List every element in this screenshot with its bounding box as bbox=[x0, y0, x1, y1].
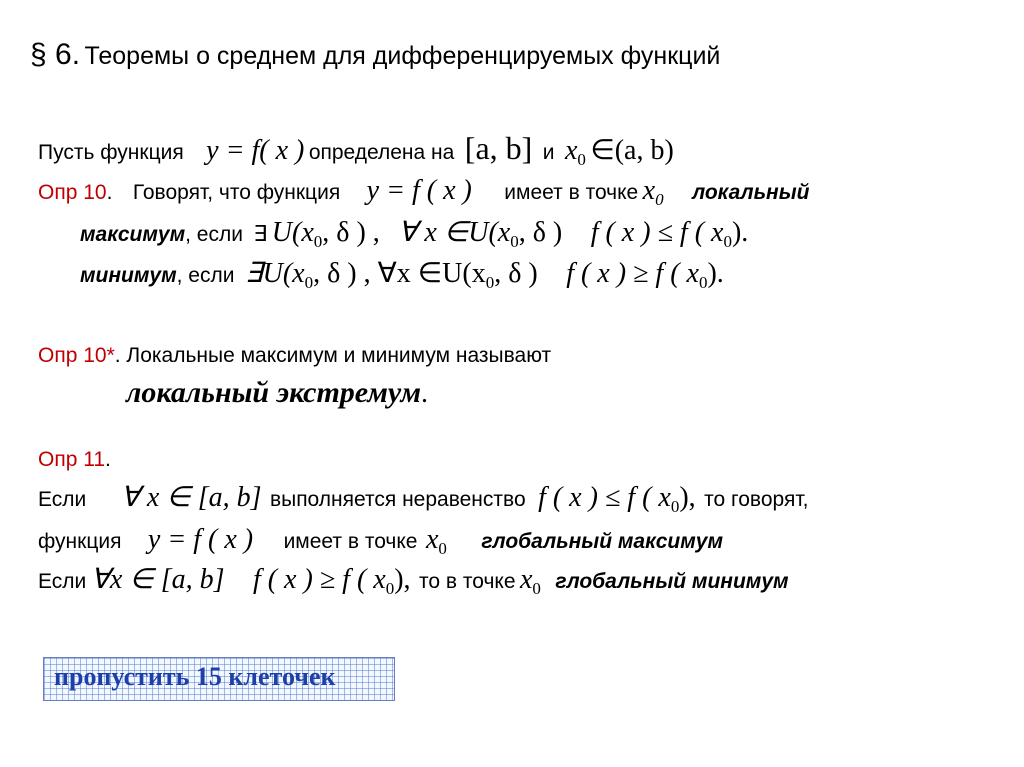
def11-global-min: глобальный минимум bbox=[555, 570, 789, 593]
max-exists: ∃ bbox=[253, 221, 268, 246]
def10-dot: . bbox=[106, 181, 113, 204]
max-ineq: f ( x ) ≤ f ( x bbox=[590, 217, 724, 248]
intro-line bbox=[38, 130, 674, 170]
intro-x0-sub: 0 bbox=[577, 150, 586, 169]
max-ineq-sub: 0 bbox=[723, 232, 732, 251]
def11-x0-3-sub: 0 bbox=[532, 579, 541, 598]
def11-label: Опр 11 bbox=[38, 448, 106, 471]
intro-and: и bbox=[542, 141, 555, 164]
def11-ineq3-sub: 0 bbox=[385, 579, 395, 598]
def11-ineq3-close: ), bbox=[394, 564, 411, 595]
def11-at-point: имеет в точке bbox=[283, 530, 418, 553]
max-U-close: , δ ) , bbox=[322, 217, 380, 248]
max-U: U(x bbox=[271, 217, 314, 248]
intro-x0: x bbox=[564, 135, 578, 166]
def11-if3: Если bbox=[38, 570, 87, 593]
max-forall-sub: 0 bbox=[510, 232, 519, 251]
def10-min-line bbox=[80, 256, 724, 293]
def11-forall1: ∀ x ∈ [a, b] bbox=[120, 482, 262, 513]
min-ineq-sub: 0 bbox=[698, 273, 708, 292]
min-exists: ∃U(x bbox=[244, 258, 305, 289]
intro-defined-on: определена на bbox=[308, 141, 455, 164]
def10-line1 bbox=[38, 175, 810, 210]
def11-func: функция bbox=[38, 530, 122, 553]
intro-formula-y: y = f( x ) bbox=[206, 135, 305, 166]
def10-x0-sub: 0 bbox=[655, 190, 664, 209]
def11-mid1: выполняется неравенство bbox=[269, 488, 526, 511]
def11-mid3: то в точке bbox=[418, 570, 516, 593]
def11-x0-sub: 0 bbox=[438, 539, 447, 558]
def10-formula-y: y = f ( x ) bbox=[366, 175, 472, 206]
min-ineq: f ( x ) ≥ f ( x bbox=[566, 258, 699, 289]
def10-local: локальный bbox=[692, 181, 810, 204]
def11-line1 bbox=[38, 480, 808, 517]
def10-x0: x bbox=[642, 175, 656, 206]
def10-min-if: , если bbox=[176, 264, 235, 287]
min-ineq-close: ). bbox=[707, 258, 724, 289]
max-U-sub: 0 bbox=[313, 232, 323, 251]
def11-dot: . bbox=[105, 448, 111, 471]
def11-label-line bbox=[38, 448, 111, 472]
skip-cells-button[interactable] bbox=[43, 657, 395, 701]
def10star-term-end: . bbox=[421, 378, 429, 409]
page-title bbox=[30, 38, 720, 72]
max-forall: ∀ x ∈U(x bbox=[398, 217, 511, 248]
def10-lead: Говорят, что функция bbox=[132, 181, 341, 204]
def11-ineq3: f ( x ) ≥ f ( x bbox=[252, 564, 386, 595]
max-ineq-close: ). bbox=[731, 217, 749, 248]
def11-formula-y: y = f ( x ) bbox=[147, 524, 254, 555]
def10-min-word: минимум bbox=[80, 264, 177, 287]
title-text: Теоремы о среднем для дифференцируемых функций bbox=[84, 42, 721, 70]
def10-max-line bbox=[80, 215, 748, 252]
intro-interval-open: ∈(a, b) bbox=[590, 135, 674, 166]
intro-interval-closed: [a, b] bbox=[464, 130, 533, 166]
def10star-term: локальный экстремум bbox=[126, 376, 422, 409]
min-U-close: , δ ) , ∀x ∈U(x bbox=[313, 258, 486, 289]
min-forall-close: , δ ) bbox=[494, 258, 538, 289]
def11-line3 bbox=[38, 562, 789, 599]
def11-global-max: глобальный максимум bbox=[481, 530, 724, 553]
def11-if1: Если bbox=[38, 488, 87, 511]
section-symbol: § 6. bbox=[30, 38, 81, 71]
def10-label: Опр 10 bbox=[38, 181, 107, 204]
def10star-text: . Локальные максимум и минимум называют bbox=[114, 344, 552, 367]
def11-ineq1-sub: 0 bbox=[670, 497, 680, 516]
def10star-line bbox=[38, 344, 551, 368]
intro-prefix: Пусть функция bbox=[38, 141, 184, 164]
min-U-sub: 0 bbox=[304, 273, 314, 292]
def10-at-point: имеет в точке bbox=[504, 181, 639, 204]
max-forall-close: , δ ) bbox=[518, 217, 563, 248]
def11-x0: x bbox=[425, 524, 439, 555]
def10star-term-line bbox=[126, 376, 428, 410]
def11-ineq1: f ( x ) ≤ f ( x bbox=[538, 482, 671, 513]
def10-max-word: максимум bbox=[80, 223, 186, 246]
def11-end1: то говорят, bbox=[704, 488, 809, 511]
min-forall-sub: 0 bbox=[485, 273, 495, 292]
def11-line2 bbox=[38, 524, 723, 559]
def10star-label: Опр 10* bbox=[38, 344, 115, 367]
def11-x0-3: x bbox=[519, 564, 533, 595]
skip-cells-label: пропустить 15 клеточек bbox=[54, 662, 336, 691]
def11-ineq1-close: ), bbox=[679, 482, 696, 513]
def10-max-if: , если bbox=[185, 223, 243, 246]
def11-forall3: ∀x ∈ [a, b] bbox=[90, 564, 225, 595]
